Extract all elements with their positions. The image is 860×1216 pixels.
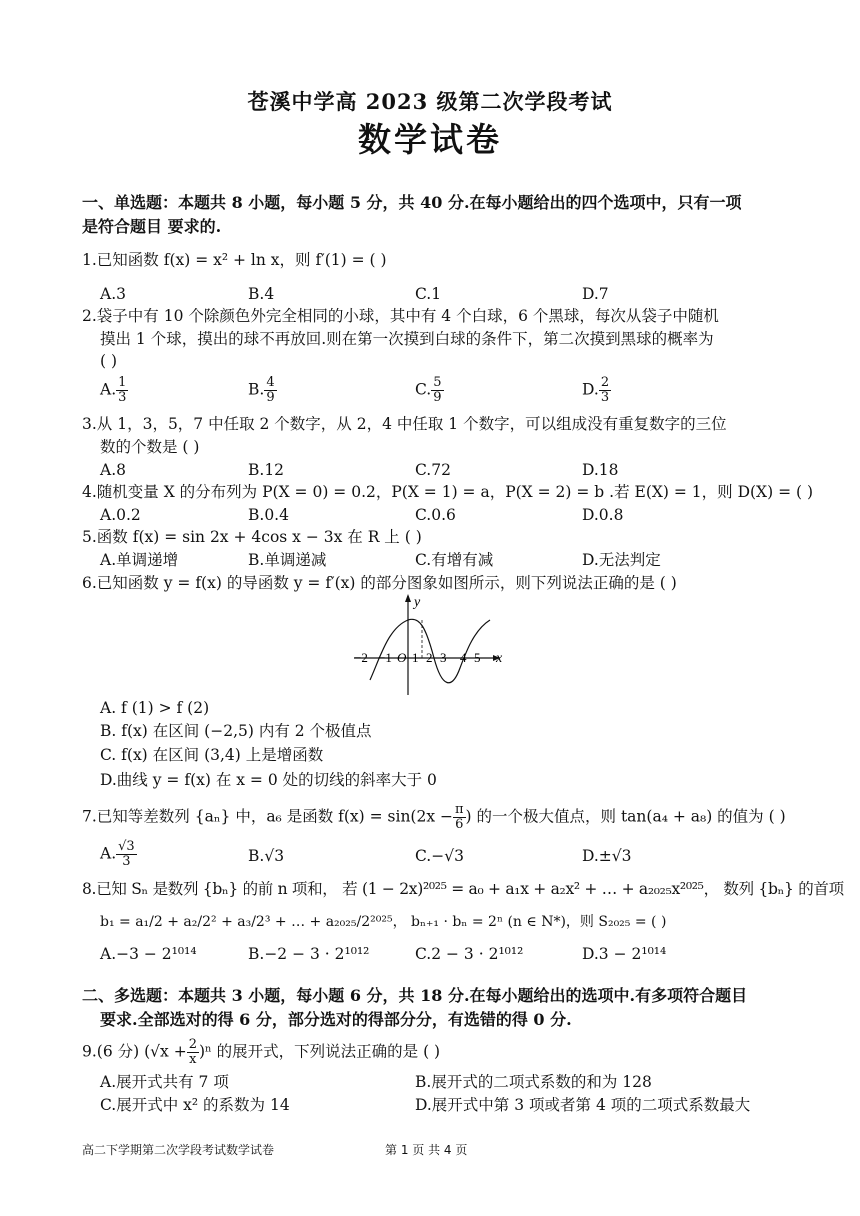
q4-option-b: B.0.4 (248, 506, 289, 524)
question-1-stem: 1.已知函数 f(x) = x² + ln x，则 f′(1) = ( ) (82, 251, 387, 269)
q1-option-d: D.7 (582, 285, 609, 303)
q8-option-d: D.3 − 2¹⁰¹⁴ (582, 945, 667, 963)
q1-option-c: C.1 (415, 285, 442, 303)
section-heading-multi-choice-cont: 要求.全部选对的得 6 分，部分选对的得部分分，有选错的得 0 分. (100, 1010, 572, 1029)
q6-option-c: C. f(x) 在区间 (3,4) 上是增函数 (100, 746, 324, 764)
question-2-answer-paren: ( ) (100, 352, 118, 370)
q8-option-c: C.2 − 3 · 2¹⁰¹² (415, 945, 524, 963)
y-axis-label: y (414, 595, 421, 610)
derivative-graph (350, 590, 510, 700)
question-5-stem: 5.函数 f(x) = sin 2x + 4cos x − 3x 在 R 上 ( ) (82, 528, 422, 546)
exam-subject-title: 数学试卷 (358, 120, 502, 159)
q1-option-b: B.4 (248, 285, 275, 303)
q4-option-c: C.0.6 (415, 506, 456, 524)
q7-option-a: A. $\frac{√3}{3}$ (100, 839, 135, 869)
q2-option-a: A. $\frac{1}{3}$ (100, 375, 127, 405)
q6-option-d: D.曲线 y = f(x) 在 x = 0 处的切线的斜率大于 0 (100, 771, 437, 789)
question-3-stem-cont: 数的个数是 ( ) (100, 438, 200, 456)
tick-label-1: 1 (412, 650, 419, 665)
tick-label-4: 4 (460, 650, 467, 665)
footer-exam-name: 高二下学期第二次学段考试数学试卷 (82, 1143, 275, 1157)
tick-label-2: 2 (426, 650, 433, 665)
origin-label: O (397, 650, 407, 665)
q4-option-d: D.0.8 (582, 506, 624, 524)
exam-title: 苍溪中学高 2023 级第二次学段考试 (247, 89, 613, 114)
x-axis-label: x (496, 651, 503, 666)
q5-option-a: A.单调递增 (100, 551, 179, 569)
q2-option-d: D. $\frac{2}{3}$ (582, 375, 610, 405)
q9-option-b: B.展开式的二项式系数的和为 128 (415, 1073, 652, 1091)
q9-option-d: D.展开式中第 3 项或者第 4 项的二项式系数最大 (415, 1096, 751, 1114)
q3-option-d: D.18 (582, 461, 619, 479)
q8-option-b: B.−2 − 3 · 2¹⁰¹² (248, 945, 370, 963)
q6-option-b: B. f(x) 在区间 (−2,5) 内有 2 个极值点 (100, 722, 372, 740)
q7-option-d: D.±√3 (582, 847, 632, 865)
q1-option-a: A.3 (100, 285, 126, 303)
section-heading-single-choice-cont: 是符合题目 要求的. (82, 217, 222, 236)
q5-option-c: C.有增有减 (415, 551, 494, 569)
tick-label-neg1: −1 (378, 650, 392, 665)
footer-page-number: 第 1 页 共 4 页 (385, 1143, 468, 1157)
section-heading-multi-choice: 二、多选题：本题共 3 小题，每小题 6 分，共 18 分.在每小题给出的选项中.有多项符合题目 (82, 986, 748, 1005)
q9-option-c: C.展开式中 x² 的系数为 14 (100, 1096, 290, 1114)
question-6-stem: 6.已知函数 y = f(x) 的导函数 y = f′(x) 的部分图象如图所示，则下列说法正确的是 ( ) (82, 574, 677, 592)
question-8-stem: 8.已知 Sₙ 是数列 {bₙ} 的前 n 项和， 若 (1 − 2x)²⁰²⁵ = a₀ + a₁x + a₂x² + … + a₂₀₂₅x²⁰²⁵， 数列 {bₙ} 的首项 (82, 880, 844, 898)
question-2-stem-cont: 摸出 1 个球，摸出的球不再放回.则在第一次摸到白球的条件下，第二次摸到黑球的概率为 (100, 330, 714, 348)
tick-label-3: 3 (440, 650, 447, 665)
tick-label-5: 5 (474, 650, 481, 665)
q7-option-c: C.−√3 (415, 847, 464, 865)
q8-option-a: A.−3 − 2¹⁰¹⁴ (100, 945, 197, 963)
section-heading-single-choice: 一、单选题：本题共 8 小题，每小题 5 分，共 40 分.在每小题给出的四个选项中，只有一项 (82, 193, 742, 212)
q5-option-b: B.单调递减 (248, 551, 327, 569)
q5-option-d: D.无法判定 (582, 551, 661, 569)
q3-option-a: A.8 (100, 461, 126, 479)
tick-label-neg2: −2 (354, 650, 368, 665)
question-4-stem: 4.随机变量 X 的分布列为 P(X = 0) = 0.2，P(X = 1) = a，P(X = 2) = b .若 E(X) = 1，则 D(X) = ( ) (82, 483, 813, 501)
q3-option-b: B.12 (248, 461, 285, 479)
question-2-stem: 2.袋子中有 10 个除颜色外完全相同的小球，其中有 4 个白球，6 个黑球，每次从袋子中随机 (82, 307, 719, 325)
question-9-stem: 9.(6 分) (√x + $\frac{2}{x}$ )ⁿ 的展开式，下列说法正确的是 ( ) (82, 1037, 441, 1067)
y-axis-arrow (405, 594, 411, 602)
q2-option-b: B. $\frac{4}{9}$ (248, 375, 275, 405)
q2-option-c: C. $\frac{5}{9}$ (415, 375, 442, 405)
q3-option-c: C.72 (415, 461, 451, 479)
question-7-stem: 7.已知等差数列 {aₙ} 中，a₆ 是函数 f(x) = sin(2x − $\frac{\pi}{6}$ ) 的一个极大值点，则 tan(a₄ + a₈) 的值为 ( ) (82, 802, 786, 832)
q9-option-a: A.展开式共有 7 项 (100, 1073, 229, 1091)
q4-option-a: A.0.2 (100, 506, 141, 524)
q7-option-b: B.√3 (248, 847, 285, 865)
q6-option-a: A. f (1) > f (2) (100, 699, 210, 717)
question-8-stem-cont: b₁ = a₁/2 + a₂/2² + a₃/2³ + … + a₂₀₂₅/2²⁰²⁵， bₙ₊₁ · bₙ = 2ⁿ (n ∈ N*)，则 S₂₀₂₅ = ( ) (100, 914, 667, 930)
question-3-stem: 3.从 1，3，5，7 中任取 2 个数字，从 2，4 中任取 1 个数字，可以组成没有重复数字的三位 (82, 415, 727, 433)
